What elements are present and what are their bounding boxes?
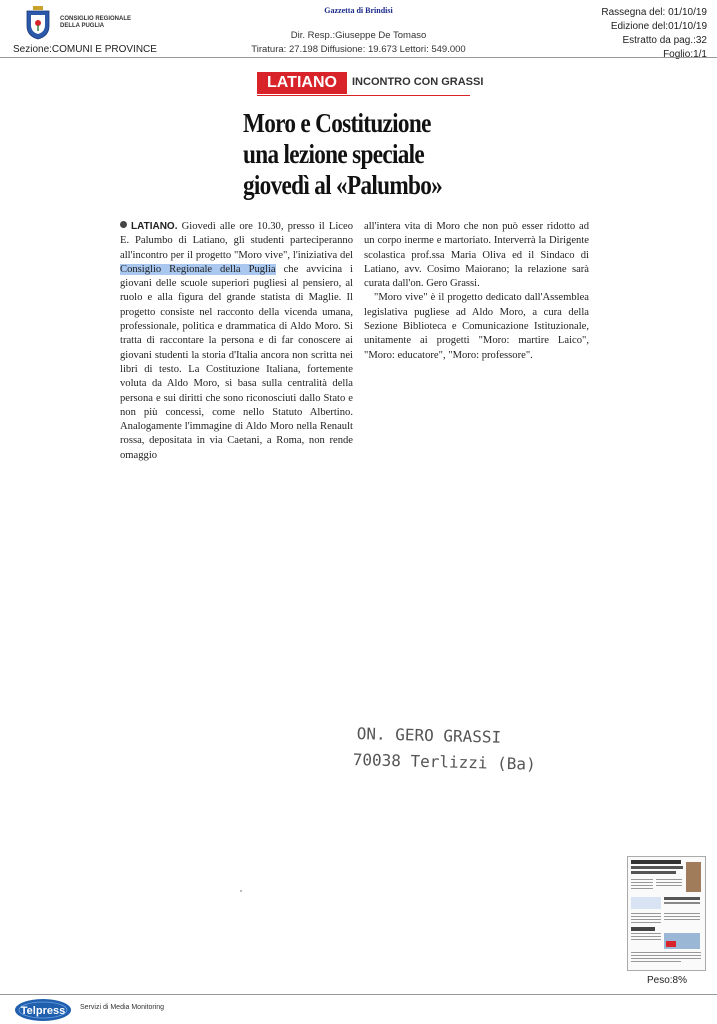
- article-headline: [243, 108, 484, 201]
- estratto-page: Estratto da pag.:32: [622, 35, 707, 46]
- section-label: Sezione:COMUNI E PROVINCE: [13, 44, 157, 55]
- footer-services: Servizi di Media Monitoring: [80, 1004, 165, 1011]
- stamp-line1: ON. GERO GRASSI: [356, 724, 502, 747]
- org-name-line1: CONSIGLIO REGIONALE: [60, 16, 132, 22]
- kicker-label: LATIANO: [267, 74, 337, 91]
- headline-line1: Moro e Costituzione: [243, 108, 431, 138]
- edizione-date: Edizione del:01/10/19: [610, 21, 707, 32]
- lead-location: LATIANO.: [131, 221, 178, 232]
- page-thumbnail-icon: [628, 857, 705, 970]
- right-paragraph-1: all'intera vita di Moro che non può esser ridotto ad un corpo inerme e martoriato. Interverrà la Dirigente scolastica prof.ssa Maria Oliva ed il Sindaco di Latiano, avv. Cosimo Maiorano; la relazione sarà curata dall'on. Gero Grassi.: [364, 221, 589, 290]
- kicker-underline: [257, 95, 470, 96]
- headline-line2: una lezione speciale: [243, 139, 425, 169]
- clipping-metadata: [601, 6, 707, 62]
- sub-kicker: INCONTRO CON GRASSI: [352, 76, 484, 88]
- scan-speck: [240, 890, 242, 892]
- org-name: [60, 16, 150, 30]
- right-paragraph-2: "Moro vive" è il progetto dedicato dall'Assemblea legislativa pugliese ad Aldo Moro, a cura della Sezione Biblioteca e Comunicazione Istituzionale, unitamente ai progetti "Moro: martire Laico", "Moro: educatore", "Moro: professore".: [364, 292, 589, 361]
- footer-divider: [0, 994, 717, 995]
- body-text-2: che avvicina i giovani delle scuole superiori pugliesi al pensiero, al ruolo e alla figura del grande statista di Maglie. Il progetto consiste nel racconto della vicenda umana, professionale, politica e drammatica di Aldo Moro. Si tratta di raccontare la persona e di far conoscere ai giovani studenti la storia d'Italia ancora non scritta nei libri di testo. La Costituzione Italiana, fortemente voluta da Aldo Moro, si basa sulla centralità della persona e sui diritti che sono riconosciuti dallo Stato e non più concessi, come nello Statuto Albertino. Analogamente l'immagine di Aldo Moro nella Renault rossa, depositata in via Caetani, a Roma, non rende omaggio: [120, 263, 353, 461]
- article-column-left: [120, 220, 353, 463]
- circulation-stats: Tiratura: 27.198 Diffusione: 19.673 Lettori: 549.000: [251, 44, 466, 55]
- telpress-logo-icon: [14, 998, 72, 1022]
- page-thumbnail: [627, 856, 706, 971]
- header-divider: [0, 57, 717, 58]
- org-name-line2: DELLA PUGLIA: [60, 23, 105, 29]
- highlighted-text: Consiglio Regionale della Puglia: [120, 263, 276, 275]
- peso-label: Peso:8%: [646, 975, 687, 986]
- telpress-logo-text: Telpress: [20, 1005, 66, 1017]
- bullet-icon: [120, 221, 127, 228]
- stamp-line2: 70038 Terlizzi (Ba): [352, 750, 536, 774]
- rassegna-date: Rassegna del: 01/10/19: [601, 7, 707, 18]
- director-responsible: Dir. Resp.:Giuseppe De Tomaso: [290, 30, 427, 41]
- headline-line3: giovedì al «Palumbo»: [243, 170, 443, 200]
- publication-title: Gazzetta di Brindisi: [324, 6, 393, 15]
- body-text-1: Giovedì alle ore 10.30, presso il Liceo E. Palumbo di Latiano, gli studenti parteciperanno all'incontro per il progetto "Moro vive", l'iniziativa del: [120, 221, 353, 261]
- foglio-count: Foglio:1/1: [663, 49, 707, 60]
- article-column-right: [364, 220, 589, 363]
